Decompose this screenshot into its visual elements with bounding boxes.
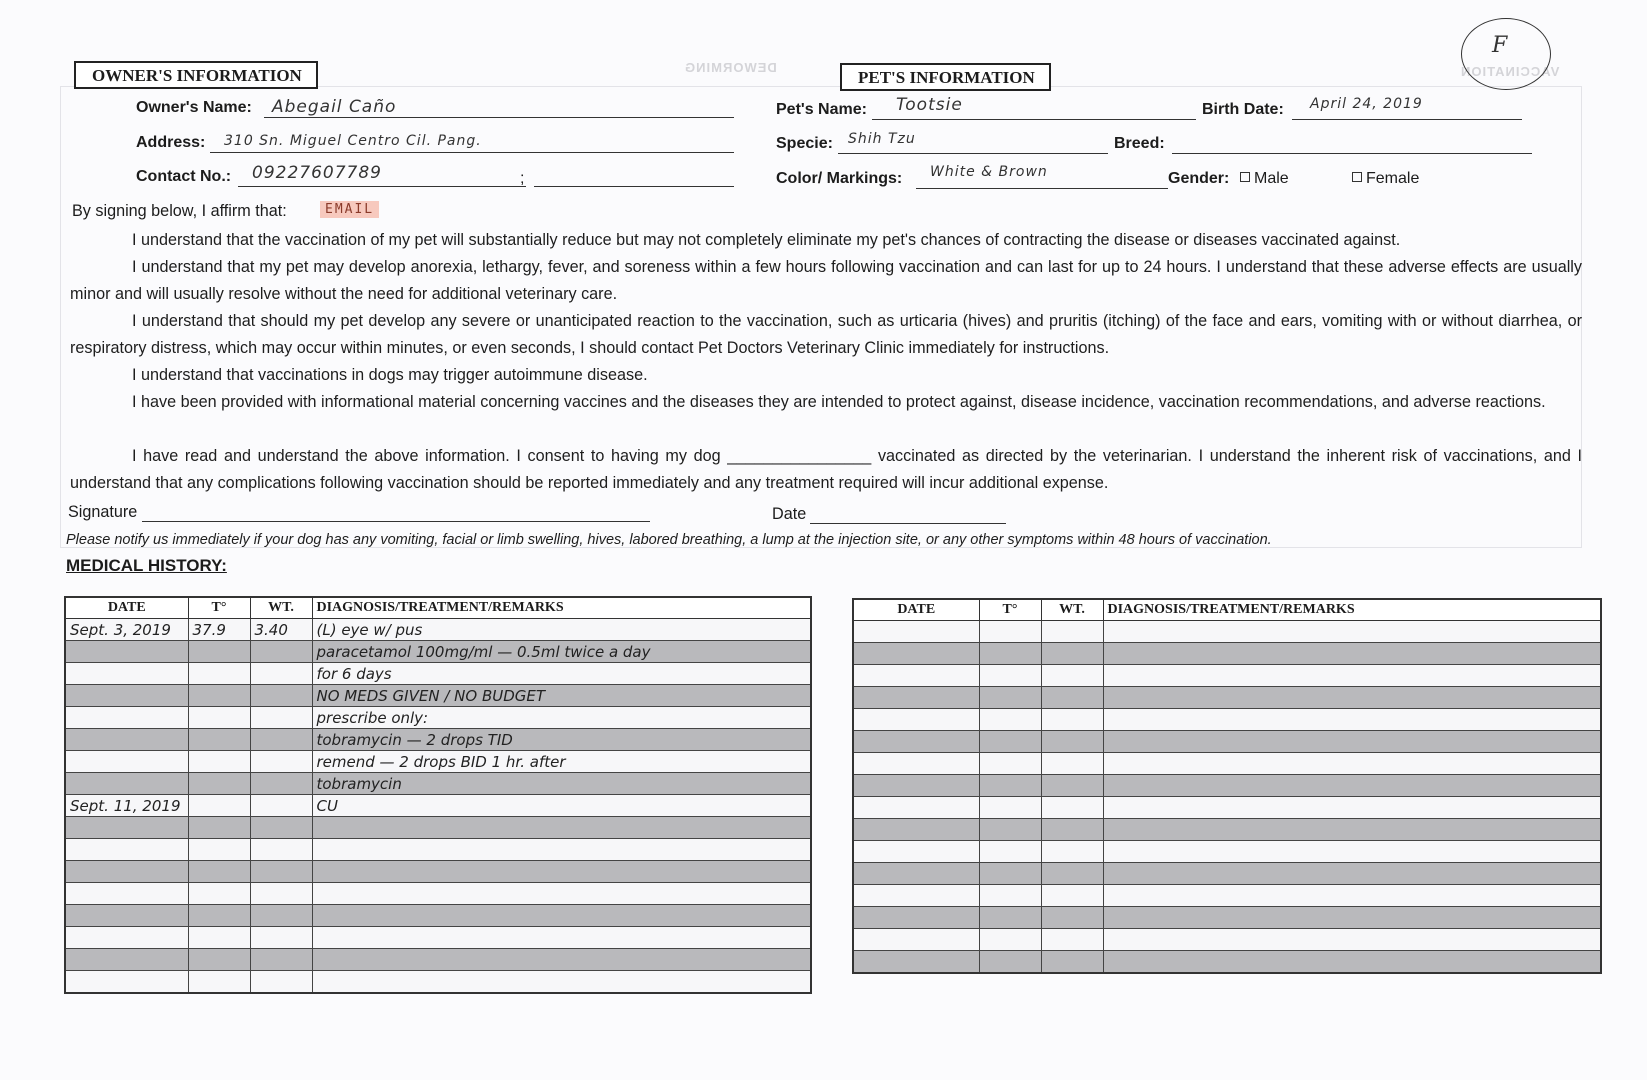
cell-date[interactable] <box>65 729 188 751</box>
cell-weight[interactable] <box>1041 731 1103 753</box>
cell-remarks[interactable]: tobramycin <box>312 773 811 795</box>
cell-remarks[interactable] <box>1103 753 1601 775</box>
cell-weight[interactable] <box>1041 753 1103 775</box>
male-checkbox-icon[interactable] <box>1240 172 1250 182</box>
cell-temp[interactable] <box>188 817 250 839</box>
birth-date-label: Birth Date: <box>1202 101 1284 118</box>
consent-paragraph-6 <box>70 443 1582 496</box>
cell-weight[interactable] <box>1041 797 1103 819</box>
cell-weight[interactable] <box>250 949 312 971</box>
cell-remarks[interactable] <box>1103 643 1601 665</box>
cell-date[interactable] <box>65 883 188 905</box>
cell-temp[interactable] <box>979 907 1041 929</box>
cell-date[interactable] <box>65 707 188 729</box>
cell-temp[interactable] <box>979 819 1041 841</box>
email-stamp: EMAIL <box>320 201 379 218</box>
cell-date[interactable] <box>65 971 188 994</box>
signature-line[interactable] <box>142 521 650 522</box>
birth-date-value[interactable]: April 24, 2019 <box>1310 96 1423 112</box>
column-header-weight: WT. <box>250 597 312 619</box>
owner-name-line <box>264 117 734 118</box>
cell-temp[interactable] <box>979 951 1041 974</box>
contact-value[interactable]: 09227607789 <box>252 163 382 183</box>
medical-history-heading: MEDICAL HISTORY: <box>66 556 227 575</box>
cell-date[interactable] <box>853 709 979 731</box>
address-line <box>210 152 734 153</box>
address-value[interactable]: 310 Sn. Miguel Centro Cil. Pang. <box>224 133 482 149</box>
cell-temp[interactable] <box>188 729 250 751</box>
cell-date[interactable] <box>853 687 979 709</box>
table-row <box>853 775 1601 797</box>
cell-temp[interactable] <box>188 685 250 707</box>
cell-remarks[interactable] <box>1103 621 1601 643</box>
date-line[interactable] <box>810 523 1006 524</box>
cell-weight[interactable] <box>250 861 312 883</box>
table-row <box>65 949 811 971</box>
table-row <box>65 751 811 773</box>
cell-weight[interactable] <box>250 729 312 751</box>
specie-value[interactable]: Shih Tzu <box>848 131 916 147</box>
contact-separator: ; <box>520 170 525 187</box>
column-header-weight: WT. <box>1041 599 1103 621</box>
birth-date-line <box>1292 119 1522 120</box>
table-row <box>853 951 1601 974</box>
cell-temp[interactable] <box>188 707 250 729</box>
medical-history-table-right <box>852 598 1602 974</box>
address-label: Address: <box>136 134 206 151</box>
cell-date[interactable] <box>853 819 979 841</box>
table-row <box>853 621 1601 643</box>
cell-date[interactable] <box>853 951 979 974</box>
cell-remarks[interactable]: prescribe only: <box>312 707 811 729</box>
cell-date[interactable] <box>65 949 188 971</box>
table-header-row <box>65 597 811 619</box>
signature-label: Signature <box>68 503 138 521</box>
cell-temp[interactable] <box>188 839 250 861</box>
consent-p6-start: I have read and understand the above information. I consent to having my dog <box>132 447 721 465</box>
table-row <box>65 685 811 707</box>
cell-date[interactable]: Sept. 11, 2019 <box>65 795 188 817</box>
owner-name-value[interactable]: Abegail Caño <box>272 97 397 117</box>
cell-temp[interactable] <box>188 795 250 817</box>
table-row <box>65 795 811 817</box>
table-row <box>853 863 1601 885</box>
owner-name-label: Owner's Name: <box>136 99 252 116</box>
table-row <box>65 861 811 883</box>
cell-remarks[interactable]: tobramycin — 2 drops TID <box>312 729 811 751</box>
cell-weight[interactable] <box>250 927 312 949</box>
cell-temp[interactable] <box>188 927 250 949</box>
cell-date[interactable] <box>853 885 979 907</box>
cell-temp[interactable] <box>188 773 250 795</box>
table-row <box>65 839 811 861</box>
cell-temp[interactable] <box>979 665 1041 687</box>
specie-line <box>838 153 1108 154</box>
table-row <box>853 665 1601 687</box>
cell-temp[interactable] <box>979 621 1041 643</box>
table-row <box>65 641 811 663</box>
contact-line-2 <box>534 186 734 187</box>
cell-temp[interactable] <box>979 643 1041 665</box>
cell-temp[interactable] <box>979 885 1041 907</box>
table-row <box>853 753 1601 775</box>
pet-info-heading: PET'S INFORMATION <box>840 63 1051 91</box>
cell-temp[interactable] <box>979 841 1041 863</box>
cell-weight[interactable] <box>1041 621 1103 643</box>
cell-remarks[interactable] <box>1103 907 1601 929</box>
cell-date[interactable] <box>853 929 979 951</box>
cell-remarks[interactable] <box>312 971 811 994</box>
cell-date[interactable] <box>65 773 188 795</box>
cell-temp[interactable] <box>979 709 1041 731</box>
cell-remarks[interactable] <box>1103 797 1601 819</box>
pet-name-line <box>872 119 1196 120</box>
table-row <box>853 797 1601 819</box>
cell-remarks[interactable]: NO MEDS GIVEN / NO BUDGET <box>312 685 811 707</box>
cell-temp[interactable] <box>188 971 250 994</box>
cell-date[interactable] <box>65 927 188 949</box>
circled-letter: F <box>1492 33 1508 58</box>
cell-remarks[interactable]: remend — 2 drops BID 1 hr. after <box>312 751 811 773</box>
table-row <box>853 709 1601 731</box>
cell-weight[interactable] <box>1041 907 1103 929</box>
consent-paragraph-2: I understand that my pet may develop anorexia, lethargy, fever, and soreness within a few hours following vaccination and can last for up to 24 hours. I understand that these adverse effects are usually minor and will usually resolve without the need for additional veterinary care. <box>70 258 1582 303</box>
table-header-row <box>853 599 1601 621</box>
table-row <box>65 619 811 641</box>
cell-weight[interactable] <box>250 817 312 839</box>
cell-weight[interactable] <box>250 641 312 663</box>
cell-date[interactable] <box>65 685 188 707</box>
cell-remarks[interactable]: for 6 days <box>312 663 811 685</box>
table-row <box>65 927 811 949</box>
cell-weight[interactable] <box>250 971 312 994</box>
consent-paragraph-3: I understand that should my pet develop any severe or unanticipated reaction to the vaccination, such as urticaria (hives) and pruritis (itching) of the face and ears, vomiting with or without diarrhea, or respiratory distress, which may occur within minutes, or even seconds, I should contact Pet Doctors Veterinary Clinic immediately for instructions. <box>70 312 1582 357</box>
cell-remarks[interactable] <box>312 839 811 861</box>
gender-label: Gender: <box>1168 170 1230 187</box>
consent-paragraph-4: I understand that vaccinations in dogs may trigger autoimmune disease. <box>132 366 648 384</box>
cell-date[interactable] <box>853 797 979 819</box>
cell-remarks[interactable] <box>1103 665 1601 687</box>
table-row <box>853 819 1601 841</box>
cell-date[interactable] <box>853 665 979 687</box>
cell-weight[interactable] <box>250 685 312 707</box>
table-row <box>853 885 1601 907</box>
cell-temp[interactable] <box>188 663 250 685</box>
gender-male-label: Male <box>1254 170 1289 187</box>
cell-weight[interactable] <box>1041 643 1103 665</box>
cell-weight[interactable] <box>1041 885 1103 907</box>
cell-remarks[interactable]: (L) eye w/ pus <box>312 619 811 641</box>
cell-weight[interactable] <box>250 905 312 927</box>
breed-label: Breed: <box>1114 135 1165 152</box>
cell-date[interactable] <box>65 905 188 927</box>
specie-label: Specie: <box>776 135 833 152</box>
cell-date[interactable] <box>65 663 188 685</box>
cell-date[interactable] <box>853 775 979 797</box>
cell-weight[interactable] <box>1041 665 1103 687</box>
table-row <box>65 817 811 839</box>
notice-text: Please notify us immediately if your dog has any vomiting, facial or limb swelling, hives, labored breathing, a lump at the injection site, or any other symptoms within 48 hours of vaccination. <box>66 532 1272 548</box>
cell-remarks[interactable] <box>1103 951 1601 974</box>
consent-p6-end: vaccinated as directed by the veterinarian. I understand the inherent risk of vaccinations, and I understand that any complications following vaccination should be reported immediately and any treatment required will incur additional expense. <box>70 447 1582 492</box>
cell-date[interactable] <box>65 817 188 839</box>
dog-name-blank[interactable]: ________________ <box>727 447 872 465</box>
cell-date[interactable] <box>853 753 979 775</box>
breed-line <box>1172 153 1532 154</box>
cell-temp[interactable] <box>979 797 1041 819</box>
cell-remarks[interactable] <box>312 883 811 905</box>
cell-weight[interactable] <box>1041 775 1103 797</box>
pet-name-label: Pet's Name: <box>776 101 867 118</box>
cell-weight[interactable] <box>250 663 312 685</box>
table-row <box>65 729 811 751</box>
cell-date[interactable] <box>853 841 979 863</box>
consent-paragraph-5: I have been provided with informational material concerning vaccines and the diseases they are intended to protect against, disease incidence, vaccination recommendations, and adverse reactions. <box>132 393 1546 411</box>
table-row <box>65 773 811 795</box>
table-row <box>853 687 1601 709</box>
gender-male-option[interactable] <box>1240 170 1289 188</box>
pet-name-value[interactable]: Tootsie <box>896 95 963 115</box>
table-row <box>853 841 1601 863</box>
cell-temp[interactable] <box>188 751 250 773</box>
column-header-date: DATE <box>853 599 979 621</box>
cell-remarks[interactable] <box>312 861 811 883</box>
table-row <box>853 929 1601 951</box>
column-header-remarks: DIAGNOSIS/TREATMENT/REMARKS <box>1103 599 1601 621</box>
cell-date[interactable] <box>853 621 979 643</box>
female-checkbox-icon[interactable] <box>1352 172 1362 182</box>
cell-temp[interactable] <box>188 861 250 883</box>
table-row <box>65 707 811 729</box>
cell-weight[interactable] <box>1041 709 1103 731</box>
column-header-date: DATE <box>65 597 188 619</box>
cell-temp[interactable] <box>188 949 250 971</box>
column-header-remarks: DIAGNOSIS/TREATMENT/REMARKS <box>312 597 811 619</box>
cell-weight[interactable] <box>250 795 312 817</box>
cell-remarks[interactable] <box>312 927 811 949</box>
cell-temp[interactable] <box>188 883 250 905</box>
cell-weight[interactable] <box>1041 841 1103 863</box>
date-label: Date <box>772 505 807 523</box>
cell-remarks[interactable] <box>312 905 811 927</box>
cell-remarks[interactable] <box>1103 841 1601 863</box>
cell-temp[interactable] <box>188 905 250 927</box>
cell-date[interactable] <box>65 839 188 861</box>
cell-temp[interactable] <box>979 687 1041 709</box>
cell-date[interactable] <box>853 643 979 665</box>
circled-mark <box>1461 18 1551 90</box>
gender-female-option[interactable] <box>1352 170 1419 188</box>
cell-remarks[interactable] <box>1103 819 1601 841</box>
color-markings-label: Color/ Markings: <box>776 170 903 187</box>
cell-temp[interactable] <box>979 929 1041 951</box>
cell-weight[interactable] <box>1041 863 1103 885</box>
cell-date[interactable] <box>853 863 979 885</box>
cell-weight[interactable] <box>1041 929 1103 951</box>
table-row <box>65 663 811 685</box>
cell-remarks[interactable] <box>1103 929 1601 951</box>
cell-temp[interactable] <box>979 753 1041 775</box>
cell-weight[interactable] <box>250 883 312 905</box>
contact-label: Contact No.: <box>136 168 232 185</box>
cell-temp[interactable] <box>979 731 1041 753</box>
consent-intro: By signing below, I affirm that: <box>72 202 287 220</box>
cell-weight[interactable] <box>1041 951 1103 974</box>
column-header-temp: T° <box>188 597 250 619</box>
cell-remarks[interactable]: paracetamol 100mg/ml — 0.5ml twice a day <box>312 641 811 663</box>
cell-remarks[interactable] <box>1103 775 1601 797</box>
cell-remarks[interactable] <box>1103 709 1601 731</box>
gender-female-label: Female <box>1366 170 1420 187</box>
bleed-through-text: DEWORMING <box>684 60 777 75</box>
cell-date[interactable] <box>853 907 979 929</box>
cell-date[interactable] <box>853 731 979 753</box>
cell-remarks[interactable] <box>1103 885 1601 907</box>
cell-weight[interactable] <box>1041 819 1103 841</box>
cell-temp[interactable] <box>979 863 1041 885</box>
cell-weight[interactable] <box>250 707 312 729</box>
color-markings-line <box>916 188 1168 189</box>
color-markings-value[interactable]: White & Brown <box>930 164 1048 180</box>
cell-weight[interactable] <box>250 839 312 861</box>
cell-weight[interactable] <box>250 773 312 795</box>
contact-line <box>238 186 526 187</box>
consent-paragraph-1: I understand that the vaccination of my pet will substantially reduce but may not completely eliminate my pet's chances of contracting the disease or diseases vaccinated against. <box>132 231 1401 249</box>
cell-weight[interactable]: 3.40 <box>250 619 312 641</box>
table-row <box>853 643 1601 665</box>
cell-weight[interactable] <box>250 751 312 773</box>
cell-date[interactable] <box>65 861 188 883</box>
table-row <box>65 883 811 905</box>
cell-remarks[interactable] <box>1103 687 1601 709</box>
table-row <box>65 971 811 994</box>
owner-info-heading: OWNER'S INFORMATION <box>74 61 318 89</box>
cell-temp[interactable] <box>188 641 250 663</box>
bleed-through-text: VACCINATION <box>1460 64 1560 79</box>
cell-remarks[interactable]: CU <box>312 795 811 817</box>
medical-history-table-left <box>64 596 812 994</box>
table-row <box>853 731 1601 753</box>
cell-remarks[interactable] <box>312 949 811 971</box>
cell-remarks[interactable] <box>1103 731 1601 753</box>
cell-date[interactable] <box>65 641 188 663</box>
cell-remarks[interactable] <box>1103 863 1601 885</box>
cell-date[interactable] <box>65 751 188 773</box>
table-row <box>65 905 811 927</box>
cell-remarks[interactable] <box>312 817 811 839</box>
cell-temp[interactable] <box>979 775 1041 797</box>
cell-temp[interactable]: 37.9 <box>188 619 250 641</box>
column-header-temp: T° <box>979 599 1041 621</box>
cell-date[interactable]: Sept. 3, 2019 <box>65 619 188 641</box>
table-row <box>853 907 1601 929</box>
cell-weight[interactable] <box>1041 687 1103 709</box>
